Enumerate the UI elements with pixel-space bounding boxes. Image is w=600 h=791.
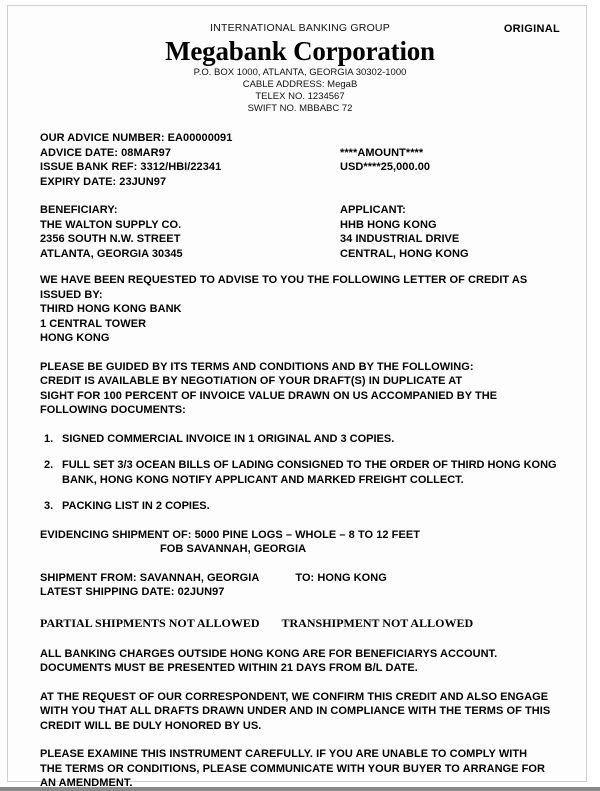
document-sheet — [8, 6, 586, 789]
evidencing-shipment: EVIDENCING SHIPMENT OF: 5000 PINE LOGS – WHOLE – 8 TO 12 FEET — [40, 528, 420, 541]
terms-line-1: PLEASE BE GUIDED BY ITS TERMS AND CONDITIONS AND BY THE FOLLOWING: — [40, 360, 474, 373]
notice-line-3: AN AMENDMENT. — [40, 777, 133, 789]
banking-group-name: INTERNATIONAL BANKING GROUP — [210, 22, 390, 34]
confirmation-line-2: WITH YOU THAT ALL DRAFTS DRAWN UNDER AND IN COMPLIANCE WITH THE TERMS OF THIS — [40, 705, 551, 717]
bank-telex: TELEX NO. 1234567 — [255, 91, 345, 102]
issuing-bank-street: 1 CENTRAL TOWER — [40, 317, 147, 330]
bank-swift: SWIFT NO. MBBABC 72 — [247, 103, 353, 114]
latest-shipping-date: LATEST SHIPPING DATE: 02JUN97 — [40, 586, 225, 598]
advice-section — [40, 131, 560, 189]
transhipment: TRANSHIPMENT NOT ALLOWED — [281, 615, 474, 630]
shipment-evidence-block — [40, 528, 560, 557]
list-item-number: 3. — [44, 500, 54, 512]
list-item — [40, 432, 560, 447]
notice-line-1: PLEASE EXAMINE THIS INSTRUMENT CAREFULLY. IF YOU ARE UNABLE TO COMPLY WITH — [40, 748, 528, 760]
terms-line-2: CREDIT IS AVAILABLE BY NEGOTIATION OF YOUR DRAFT(S) IN DUPLICATE AT — [40, 375, 463, 387]
applicant-block — [340, 203, 560, 261]
beneficiary-street: 2356 SOUTH N.W. STREET — [40, 233, 181, 245]
confirmation-line-3: CREDIT WILL BE DULY HONORED BY US. — [40, 719, 262, 732]
confirmation-line-1: AT THE REQUEST OF OUR CORRESPONDENT, WE CONFIRM THIS CREDIT AND ALSO ENGAGE — [40, 690, 549, 703]
notice-block — [40, 747, 560, 791]
shipment-route-block — [40, 571, 560, 600]
shipment-to: TO: HONG KONG — [295, 571, 387, 584]
partial-shipments: PARTIAL SHIPMENTS NOT ALLOWED — [40, 615, 260, 630]
list-item-text: SIGNED COMMERCIAL INVOICE IN 1 ORIGINAL AND 3 COPIES. — [62, 432, 395, 445]
notice-line-2: THE TERMS OR CONDITIONS, PLEASE COMMUNICATE WITH YOUR BUYER TO ARRANGE FOR — [40, 762, 546, 775]
document-header — [40, 22, 560, 115]
beneficiary-block — [40, 203, 340, 261]
advice-details — [40, 131, 340, 189]
list-item-text — [62, 458, 560, 487]
applicant-name: HHB HONG KONG — [340, 218, 437, 231]
bank-cable-address: CABLE ADDRESS: MegaB — [242, 79, 358, 90]
document-content — [40, 22, 560, 791]
applicant-city: CENTRAL, HONG KONG — [340, 247, 469, 260]
terms-line-4: FOLLOWING DOCUMENTS: — [40, 404, 186, 416]
fob-terms: FOB SAVANNAH, GEORGIA — [160, 543, 307, 555]
beneficiary-city: ATLANTA, GEORGIA 30345 — [40, 247, 183, 260]
issue-bank-ref: ISSUE BANK REF: 3312/HBI/22341 — [40, 161, 222, 173]
issuing-bank-name: THIRD HONG KONG BANK — [40, 303, 182, 315]
advise-line-2: ISSUED BY: — [40, 288, 103, 301]
charges-line-2: DOCUMENTS MUST BE PRESENTED WITHIN 21 DAYS FROM B/L DATE. — [40, 662, 418, 674]
amount-details — [340, 131, 560, 189]
advice-number: OUR ADVICE NUMBER: EA00000091 — [40, 132, 233, 144]
applicant-street: 34 INDUSTRIAL DRIVE — [340, 233, 460, 245]
list-item-number: 2. — [44, 459, 54, 471]
applicant-label: APPLICANT: — [340, 204, 406, 216]
list-item-number: 1. — [44, 432, 54, 445]
advice-date: ADVICE DATE: 08MAR97 — [40, 146, 171, 159]
advise-block — [40, 273, 560, 346]
issuing-bank-city: HONG KONG — [40, 332, 110, 344]
beneficiary-name: THE WALTON SUPPLY CO. — [40, 218, 182, 231]
required-documents-list — [40, 432, 560, 514]
shipment-from-to — [40, 571, 560, 586]
list-item — [40, 499, 560, 514]
advise-line-1: WE HAVE BEEN REQUESTED TO ADVISE TO YOU THE FOLLOWING LETTER OF CREDIT AS — [40, 274, 528, 286]
list-item — [40, 458, 560, 487]
list-item-text-line-1: FULL SET 3/3 OCEAN BILLS OF LADING CONSIGNED TO THE ORDER OF THIRD HONG KONG — [62, 459, 557, 471]
beneficiary-label: BENEFICIARY: — [40, 204, 118, 216]
list-item-text-line-2: BANK, HONG KONG NOTIFY APPLICANT AND MARKED FREIGHT COLLECT. — [62, 473, 464, 486]
parties-section — [40, 203, 560, 261]
charges-line-1: ALL BANKING CHARGES OUTSIDE HONG KONG ARE FOR BENEFICIARYS ACCOUNT. — [40, 647, 498, 660]
terms-line-3: SIGHT FOR 100 PERCENT OF INVOICE VALUE DRAWN ON US ACCOMPANIED BY THE — [40, 389, 498, 402]
amount-label: ****AMOUNT**** — [340, 146, 424, 159]
terms-block — [40, 360, 560, 418]
bank-address: P.O. BOX 1000, ATLANTA, GEORGIA 30302-1000 — [193, 67, 407, 78]
shipment-from: SHIPMENT FROM: SAVANNAH, GEORGIA — [40, 571, 260, 584]
shipment-allowance-block — [40, 616, 560, 631]
banking-charges-block — [40, 647, 560, 676]
original-stamp: ORIGINAL — [503, 23, 560, 35]
list-item-text: PACKING LIST IN 2 COPIES. — [62, 500, 210, 512]
expiry-date: EXPIRY DATE: 23JUN97 — [40, 175, 167, 188]
bank-name: Megabank Corporation — [165, 36, 435, 66]
confirmation-block — [40, 690, 560, 734]
amount-value: USD****25,000.00 — [340, 161, 431, 173]
